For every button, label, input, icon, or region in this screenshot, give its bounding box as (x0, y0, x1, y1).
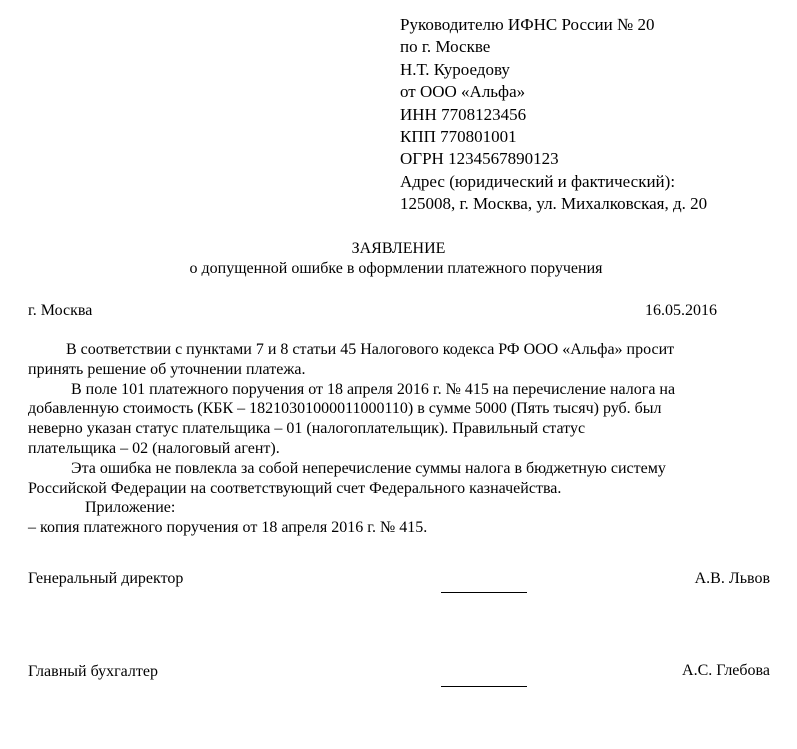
body-line: Российской Федерации на соответствующий счет Федерального казначейства. (28, 479, 562, 497)
addressee-line-city: по г. Москве (400, 37, 491, 57)
attachment-item: – копия платежного поручения от 18 апреля 2016 г. № 415. (28, 519, 428, 537)
accountant-position: Главный бухгалтер (28, 663, 158, 680)
addressee-line-kpp: КПП 770801001 (400, 126, 517, 146)
accountant-signature-line (441, 686, 527, 687)
director-position: Генеральный директор (28, 570, 184, 587)
addressee-line-address: 125008, г. Москва, ул. Михалковская, д. 20 (400, 194, 708, 214)
body-line: Эта ошибка не повлекла за собой неперечисление суммы налога в бюджетную систему (71, 459, 666, 477)
body-line: В поле 101 платежного поручения от 18 апреля 2016 г. № 415 на перечисление налога на (71, 380, 676, 398)
addressee-block (400, 14, 707, 216)
body-line: плательщика – 02 (налоговый агент). (28, 439, 280, 457)
document-city: г. Москва (28, 302, 93, 319)
body-line: принять решение об уточнении платежа. (28, 360, 306, 378)
director-name: А.В. Львов (694, 570, 770, 587)
body-line: В соответствии с пунктами 7 и 8 статьи 45 Налогового кодекса РФ ООО «Альфа» просит (66, 341, 675, 358)
addressee-line-ogrn: ОГРН 1234567890123 (400, 149, 559, 169)
document-body (28, 340, 768, 538)
document-date: 16.05.2016 (645, 302, 717, 319)
addressee-line-address-label: Адрес (юридический и фактический): (400, 171, 676, 191)
director-signature-line (441, 592, 527, 593)
addressee-line-sender: от ООО «Альфа» (400, 82, 526, 102)
body-line: неверно указан статус плательщика – 01 (налогоплательщик). Правильный статус (28, 420, 586, 438)
body-line: добавленную стоимость (КБК – 18210301000011000110) в сумме 5000 (Пять тысяч) руб. был (28, 400, 662, 418)
addressee-line-recipient-name: Н.Т. Куроедову (400, 59, 510, 79)
document-title: ЗАЯВЛЕНИЕ (351, 240, 446, 257)
document-subtitle: о допущенной ошибке в оформлении платежного поручения (189, 260, 603, 277)
attachment-heading: Приложение: (85, 499, 176, 517)
accountant-name: А.С. Глебова (682, 662, 770, 679)
addressee-line-inn: ИНН 7708123456 (400, 104, 527, 124)
addressee-line-recipient: Руководителю ИФНС России № 20 (400, 15, 655, 34)
